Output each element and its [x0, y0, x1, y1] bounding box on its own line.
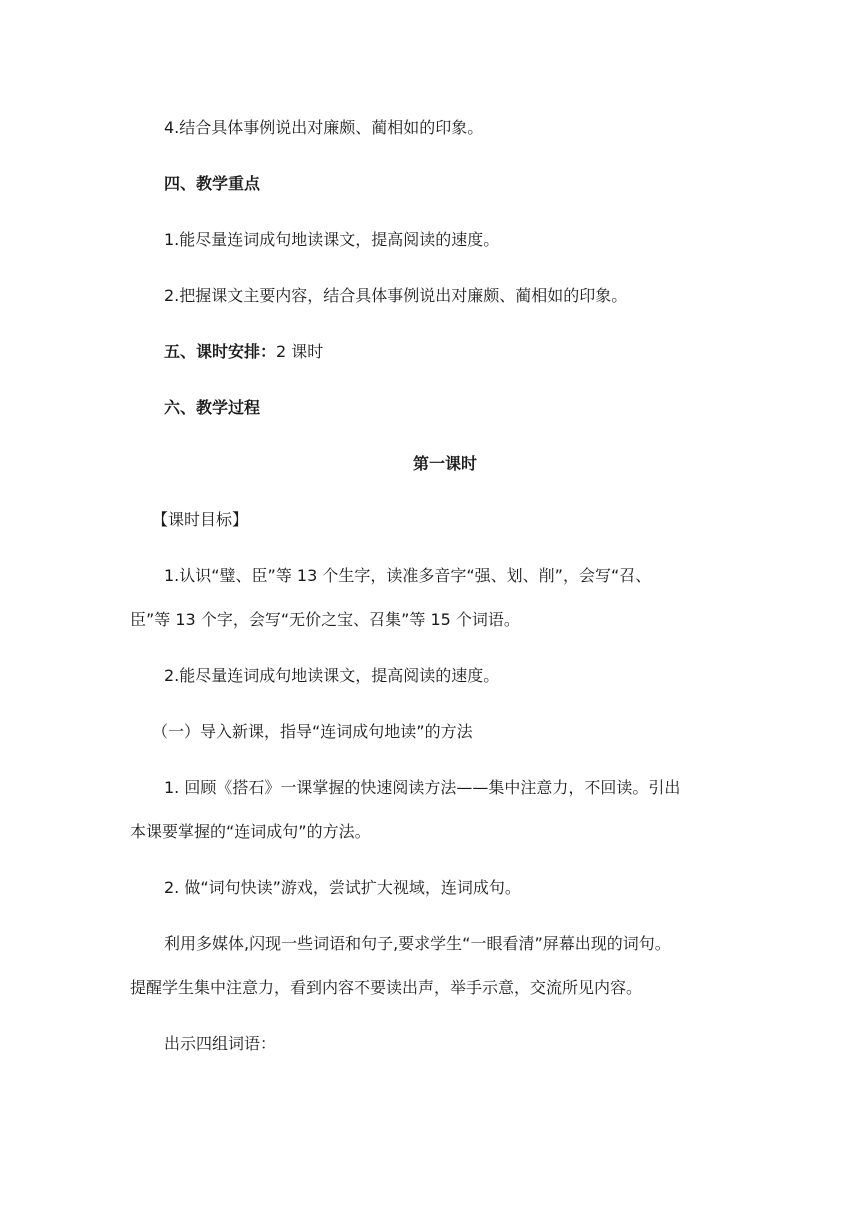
section-heading-schedule: 五、课时安排：: [164, 342, 277, 361]
paragraph-line-1: 利用多媒体,闪现一些词语和句子,要求学生“一眼看清”屏幕出现的词句。: [164, 934, 671, 953]
objective-4: 4.结合具体事例说出对廉颇、蔺相如的印象。: [164, 118, 484, 137]
section-schedule: [164, 340, 323, 364]
step-1-item-2: 2. 做“词句快读”游戏，尝试扩大视域，连词成句。: [164, 878, 521, 897]
step-1-item-1-line-1: 1. 回顾《搭石》一课掌握的快速阅读方法——集中注意力，不回读。引出: [164, 778, 681, 797]
step-1-item-1-line-2: 本课要掌握的“连词成句”的方法。: [130, 822, 371, 841]
focus-item-2: 2.把握课文主要内容，结合具体事例说出对廉颇、蔺相如的印象。: [164, 286, 628, 305]
focus-item-1: 1.能尽量连词成句地读课文，提高阅读的速度。: [164, 230, 500, 249]
lesson-title: 第一课时: [412, 454, 477, 473]
goal-heading: 【课时目标】: [152, 510, 249, 529]
goal-1-line-2: 臣”等 13 个字，会写“无价之宝、召集”等 15 个词语。: [130, 610, 520, 629]
show-word-groups: 出示四组词语：: [164, 1034, 277, 1053]
step-1-heading: （一）导入新课，指导“连词成句地读”的方法: [152, 722, 473, 741]
goal-1-line-1: 1.认识“璧、臣”等 13 个生字，读准多音字“强、划、削”，会写“召、: [164, 566, 652, 585]
goal-2: 2.能尽量连词成句地读课文，提高阅读的速度。: [164, 666, 500, 685]
section-heading-teaching-focus: 四、教学重点: [164, 174, 261, 193]
section-heading-process: 六、教学过程: [164, 398, 261, 417]
schedule-value: 2 课时: [276, 342, 324, 361]
paragraph-line-2: 提醒学生集中注意力，看到内容不要读出声，举手示意，交流所见内容。: [130, 978, 643, 997]
